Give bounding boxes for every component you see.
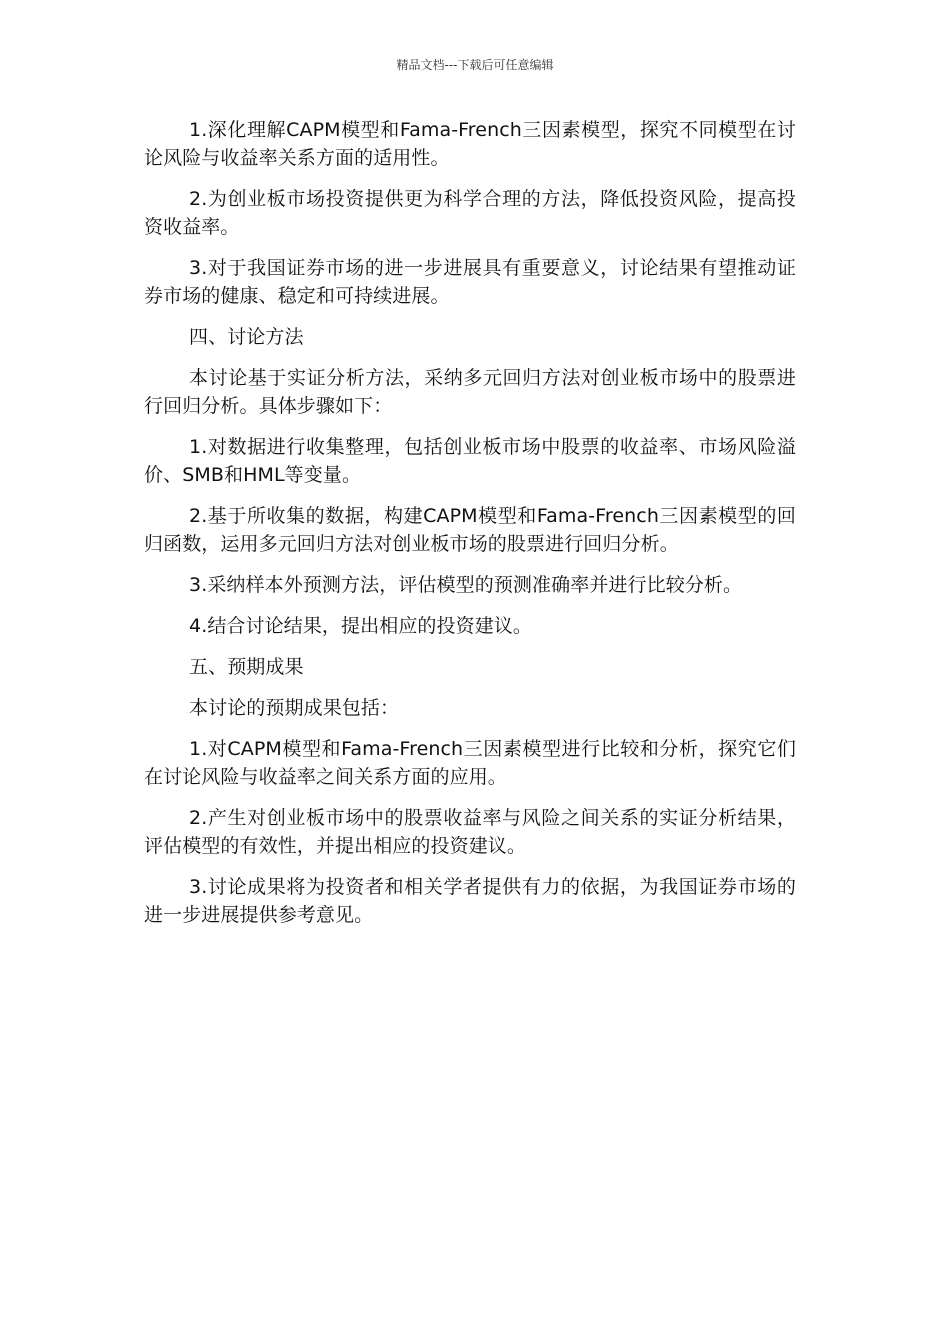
paragraph-outcome-3: 3.讨论成果将为投资者和相关学者提供有力的依据，为我国证券市场的进一步进展提供参考意见。	[144, 876, 796, 926]
paragraph-outcome-1: 1.对CAPM模型和Fama-French三因素模型进行比较和分析，探究它们在讨论风险与收益率之间关系方面的应用。	[144, 738, 796, 788]
document-body	[144, 116, 796, 942]
paragraph-method-3: 3.采纳样本外预测方法，评估模型的预测准确率并进行比较分析。	[189, 574, 743, 596]
paragraph-outcomes-intro: 本讨论的预期成果包括：	[189, 697, 400, 719]
paragraph-objective-3: 3.对于我国证券市场的进一步进展具有重要意义，讨论结果有望推动证券市场的健康、稳定和可持续进展。	[144, 257, 796, 307]
page-header: 精品文档---下载后可任意编辑	[396, 58, 554, 72]
paragraph-outcome-2: 2.产生对创业板市场中的股票收益率与风险之间关系的实证分析结果，评估模型的有效性，并提出相应的投资建议。	[144, 807, 796, 857]
section-heading-outcomes: 五、预期成果	[189, 656, 304, 678]
paragraph-objective-2: 2.为创业板市场投资提供更为科学合理的方法，降低投资风险，提高投资收益率。	[144, 188, 796, 238]
paragraph-method-4: 4.结合讨论结果，提出相应的投资建议。	[189, 615, 533, 637]
paragraph-methods-intro: 本讨论基于实证分析方法，采纳多元回归方法对创业板市场中的股票进行回归分析。具体步骤如下：	[144, 367, 796, 417]
paragraph-objective-1: 1.深化理解CAPM模型和Fama-French三因素模型，探究不同模型在讨论风险与收益率关系方面的适用性。	[144, 119, 796, 169]
paragraph-method-1: 1.对数据进行收集整理，包括创业板市场中股票的收益率、市场风险溢价、SMB和HML等变量。	[144, 436, 796, 486]
section-heading-methods: 四、讨论方法	[189, 326, 304, 348]
paragraph-method-2: 2.基于所收集的数据，构建CAPM模型和Fama-French三因素模型的回归函数，运用多元回归方法对创业板市场的股票进行回归分析。	[144, 505, 796, 555]
